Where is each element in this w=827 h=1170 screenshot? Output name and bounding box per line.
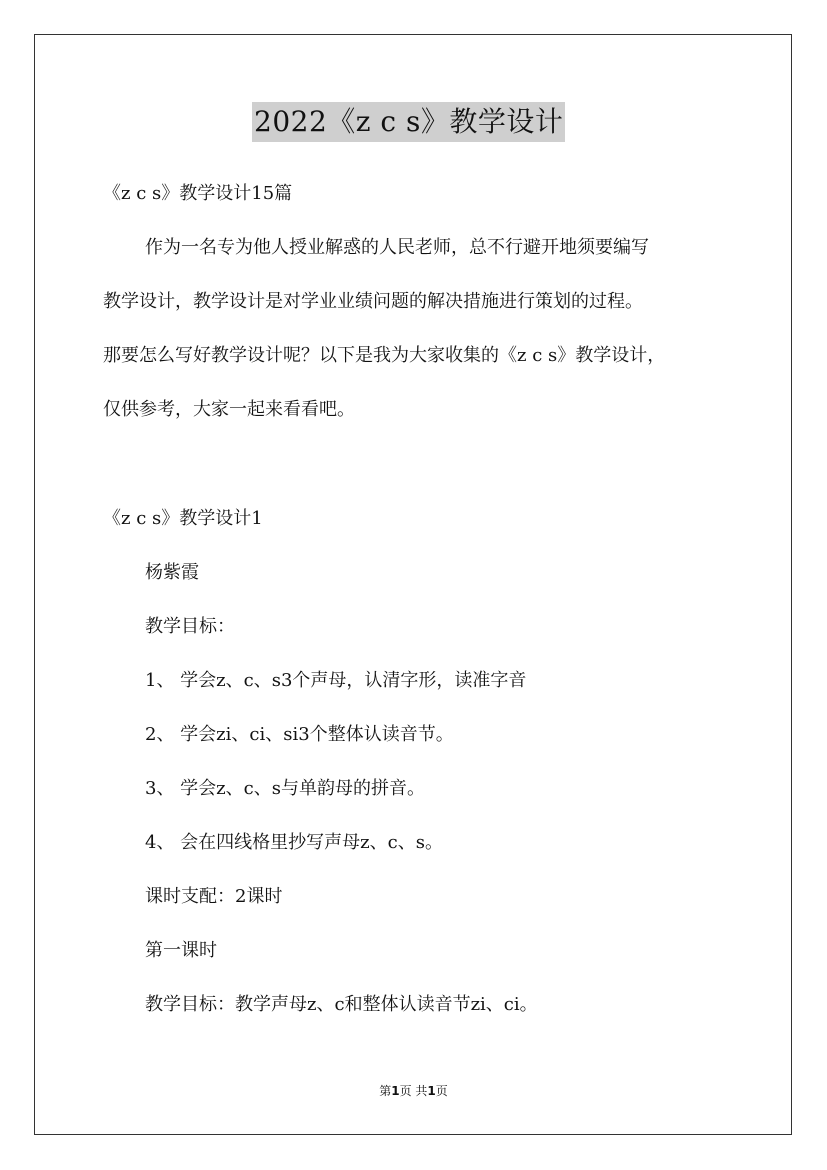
footer-suffix: 页 (435, 1084, 448, 1098)
page-footer (0, 1083, 827, 1099)
section-heading: 《z c s》教学设计1 (103, 508, 263, 529)
lesson-heading: 第一课时 (145, 940, 217, 961)
footer-page-total: 1 (427, 1084, 436, 1098)
goal-item-1: 1、 学会z、c、s3个声母，认清字形，读准字音 (145, 670, 527, 691)
goal-item-3: 3、 学会z、c、s与单韵母的拼音。 (145, 778, 425, 799)
schedule-line: 课时支配：2课时 (145, 886, 283, 907)
intro-line-4: 仅供参考，大家一起来看看吧。 (103, 399, 355, 420)
document-subtitle: 《z c s》教学设计15篇 (103, 183, 293, 204)
intro-line-3: 那要怎么写好教学设计呢？以下是我为大家收集的《z c s》教学设计， (103, 345, 666, 366)
intro-line-1: 作为一名专为他人授业解惑的人民老师，总不行避开地须要编写 (145, 237, 649, 258)
goals-label: 教学目标： (145, 616, 235, 637)
document-title: 2022《z c s》教学设计 (252, 102, 565, 142)
lesson-goal: 教学目标：教学声母z、c和整体认读音节zi、ci。 (145, 994, 538, 1015)
footer-prefix: 第 (379, 1084, 392, 1098)
footer-middle: 页 共 (399, 1084, 428, 1098)
footer-page-number: 1 (391, 1084, 400, 1098)
goal-item-4: 4、 会在四线格里抄写声母z、c、s。 (145, 832, 443, 853)
intro-line-2: 教学设计，教学设计是对学业业绩问题的解决措施进行策划的过程。 (103, 291, 643, 312)
author-name: 杨紫霞 (145, 562, 199, 583)
goal-item-2: 2、 学会zi、ci、si3个整体认读音节。 (145, 724, 454, 745)
